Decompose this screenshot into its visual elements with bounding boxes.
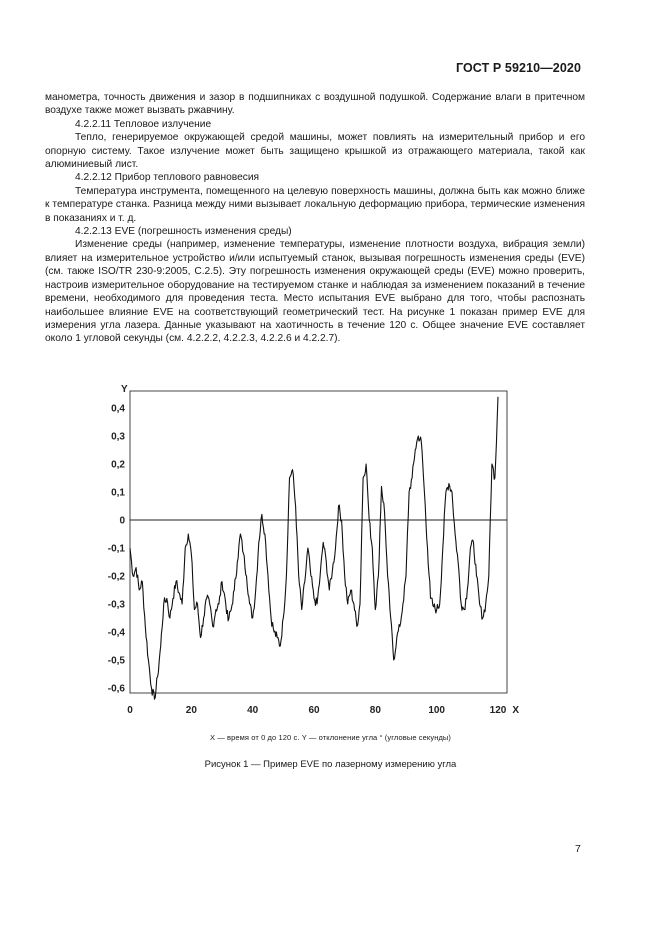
y-tick-label: -0,5 <box>107 655 125 667</box>
paragraph: манометра, точность движения и зазор в подшипниках с воздушной подушкой. Содержание влаги в притечном воздухе также может вызвать ржавчину. <box>45 92 585 117</box>
paragraph: Температура инструмента, помещенного на целевую поверхность машины, должна быть как можно ближе к температуре станка. Разница между ними вызывает локальную деформацию прибора, термические изменения в показаниях и т. д. <box>45 185 585 224</box>
body-text <box>45 91 585 346</box>
eve-line-chart <box>95 378 525 723</box>
x-tick-label: 0 <box>127 705 133 716</box>
section-heading: 4.2.2.13 EVE (погрешность изменения среды) <box>75 226 292 238</box>
y-tick-label: -0,6 <box>107 683 125 695</box>
x-tick-label: 60 <box>308 705 320 716</box>
y-tick-label: 0,1 <box>111 487 125 499</box>
y-tick-label: 0,2 <box>111 459 125 471</box>
paragraph: Тепло, генерируемое окружающей средой машины, может повлиять на измерительный прибор и его опорную систему. Такое излучение может быть защищено крышкой из отражающего материала, такой как алюминиевый лист. <box>45 132 585 171</box>
y-tick-label: -0,3 <box>107 599 125 611</box>
figure-legend: X — время от 0 до 120 с. Y — отклонение угла ° (угловые секунды) <box>209 733 452 742</box>
figure-caption: Рисунок 1 — Пример EVE по лазерному измерению угла <box>204 759 457 770</box>
section-heading: 4.2.2.12 Прибор теплового равновесия <box>75 172 260 184</box>
section-heading: 4.2.2.11 Тепловое излучение <box>75 118 212 130</box>
plot-frame <box>130 391 507 693</box>
figure-eve-chart <box>95 378 525 728</box>
y-tick-label: 0,4 <box>111 403 125 415</box>
x-tick-label: 100 <box>428 705 446 716</box>
y-tick-label: -0,2 <box>107 571 125 583</box>
paragraph: Изменение среды (например, изменение температуры, изменение плотности воздуха, вибрация земли) влияет на измерительное устройство и/или испытуемый станок, вызывая погрешность изменения среды (EVE) (см. также ISO/TR 230-9:2005, С.2.5). Эту погрешность изменения окружающей среды (EVE) можно проверить, настроив измерительное оборудование на тестируемом станке и наблюдая за изменением показаний в течение времени, необходимого для проведения теста. Место испытания EVE выбрано для того, чтобы распознать наибольшее влияние EVE на соответствующий геометрический тест. На рисунке 1 показан пример EVE для измерения угла лазера. Данные указывают на хаотичность в течение 120 с. Общее значение EVE составляет около 1 угловой секунды (см. 4.2.2.2, 4.2.2.3, 4.2.2.6 и 4.2.2.7). <box>45 239 585 345</box>
y-tick-label: 0 <box>119 515 125 527</box>
x-tick-label: 80 <box>369 705 381 716</box>
y-tick-label: -0,1 <box>107 543 125 555</box>
x-axis-label: X <box>512 705 519 716</box>
y-tick-label: -0,4 <box>107 627 125 639</box>
standard-header: ГОСТ Р 59210—2020 <box>455 61 581 75</box>
x-tick-label: 20 <box>185 705 197 716</box>
y-tick-label: 0,3 <box>111 431 125 443</box>
y-axis-label: Y <box>121 384 128 395</box>
x-tick-label: 40 <box>247 705 259 716</box>
x-tick-label: 120 <box>489 705 507 716</box>
page-number: 7 <box>575 843 581 855</box>
series-line-eve <box>130 397 498 699</box>
